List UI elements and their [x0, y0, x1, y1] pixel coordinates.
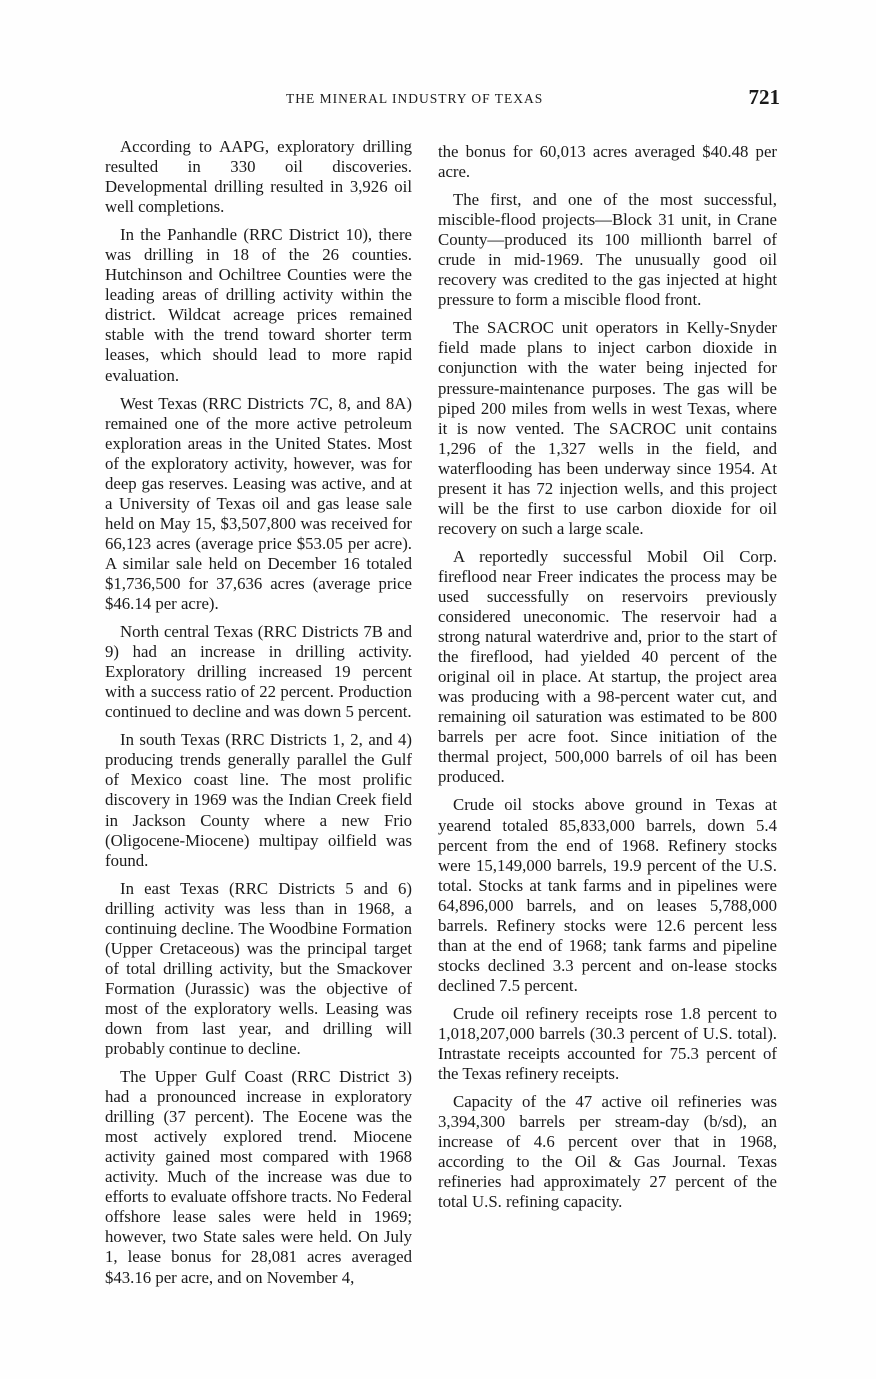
- paragraph-crude-oil-stocks: Crude oil stocks above ground in Texas at yearend totaled 85,833,000 barrels, down 5.4 percent from the end of 1968. Refinery stocks were 15,149,000 barrels, 19.9 percent of the U.S. total. Stocks at tank farms and in pipelines were 64,896,000 barrels, and on leases 5,788,000 barrels. Refinery stocks were 12.6 percent less than at the end of 1968; tank farms and pipeline stocks declined 3.3 percent and on-lease stocks declined 7.5 percent.: [438, 795, 777, 995]
- left-column: [105, 137, 412, 1296]
- paragraph-mobil-fireflood: A reportedly successful Mobil Oil Corp. fireflood near Freer indicates the process may be used successfully on reservoirs previously considered uneconomic. The reservoir had a strong natural waterdrive and, prior to the start of the fireflood, had yielded 40 percent of the original oil in place. At startup, the project area was producing with a 98-percent water cut, and remaining oil saturation was estimated to be 800 barrels per acre foot. Since initiation of the thermal project, 500,000 barrels of oil has been produced.: [438, 546, 777, 787]
- paragraph-continuation: the bonus for 60,013 acres averaged $40.48 per acre.: [438, 142, 777, 182]
- running-title: THE MINERAL INDUSTRY OF TEXAS: [286, 91, 544, 106]
- paragraph-panhandle: In the Panhandle (RRC District 10), there was drilling in 18 of the 26 counties. Hutchinson and Ochiltree Counties were the leading areas of drilling activity within the district. Wildcat acreage prices remained stable with the trend toward shorter term leases, which should lead to more rapid evaluation.: [105, 225, 412, 385]
- paragraph-north-central-texas: North central Texas (RRC Districts 7B and 9) had an increase in drilling activity. Exploratory drilling increased 19 percent with a success ratio of 22 percent. Production continued to decline and was down 5 percent.: [105, 622, 412, 722]
- paragraph-aapg-drilling: According to AAPG, exploratory drilling resulted in 330 oil discoveries. Developmental drilling resulted in 3,926 oil well completions.: [105, 137, 412, 217]
- paragraph-block-31-unit: The first, and one of the most successful, miscible-flood projects—Block 31 unit, in Crane County—produced its 100 millionth barrel of crude in mid-1969. The unusually good oil recovery was credited to the gas injected at hight pressure to form a miscible flood front.: [438, 190, 777, 310]
- paragraph-refinery-receipts: Crude oil refinery receipts rose 1.8 percent to 1,018,207,000 barrels (30.3 percent of U.S. total). Intrastate receipts accounted for 75.3 percent of the Texas refinery receipts.: [438, 1003, 777, 1084]
- page-number: 721: [748, 85, 780, 109]
- right-column: [438, 142, 777, 1220]
- paragraph-west-texas: West Texas (RRC Districts 7C, 8, and 8A) remained one of the more active petroleum exploration areas in the United States. Most of the exploratory activity, however, was for deep gas reserves. Leasing was active, and at a University of Texas oil and gas lease sale held on May 15, $3,507,800 was received for 66,123 acres (average price $53.05 per acre). A similar sale held on December 16 totaled $1,736,500 for 37,636 acres (average price $46.14 per acre).: [105, 393, 412, 614]
- paragraph-south-texas: In south Texas (RRC Districts 1, 2, and 4) producing trends generally parallel the Gulf of Mexico coast line. The most prolific discovery in 1969 was the Indian Creek field in Jackson County where a new Frio (Oligocene-Miocene) multipay oilfield was found.: [105, 730, 412, 870]
- running-head: [106, 85, 780, 118]
- paragraph-sacroc-unit: The SACROC unit operators in Kelly-Snyder field made plans to inject carbon dioxide in conjunction with the water being injected for pressure-maintenance purposes. The gas will be piped 200 miles from wells in west Texas, where it is now vented. The SACROC unit contains 1,296 of the 1,327 wells in the field, and waterflooding has been underway since 1954. At present it has 72 injection wells, and this project will be the first to use carbon dioxide for oil recovery on such a large scale.: [438, 318, 777, 538]
- paragraph-refinery-capacity: Capacity of the 47 active oil refineries was 3,394,300 barrels per stream-day (b/sd), an increase of 4.6 percent over that in 1968, according to the Oil & Gas Journal. Texas refineries had approximately 27 percent of the total U.S. refining capacity.: [438, 1092, 777, 1212]
- paragraph-east-texas: In east Texas (RRC Districts 5 and 6) drilling activity was less than in 1968, a continuing decline. The Woodbine Formation (Upper Cretaceous) was the principal target of total drilling activity, but the Smackover Formation (Jurassic) was the objective of most of the exploratory wells. Leasing was down from last year, and drilling will probably continue to decline.: [105, 878, 412, 1059]
- paragraph-upper-gulf-coast: The Upper Gulf Coast (RRC District 3) had a pronounced increase in exploratory drilling (37 percent). The Eocene was the most actively explored trend. Miocene activity gained most compared with 1968 activity. Much of the increase was due to efforts to evaluate offshore tracts. No Federal offshore lease sales were held in 1969; however, two State sales were held. On July 1, lease bonus for 28,081 acres averaged $43.16 per acre, and on November 4,: [105, 1067, 412, 1287]
